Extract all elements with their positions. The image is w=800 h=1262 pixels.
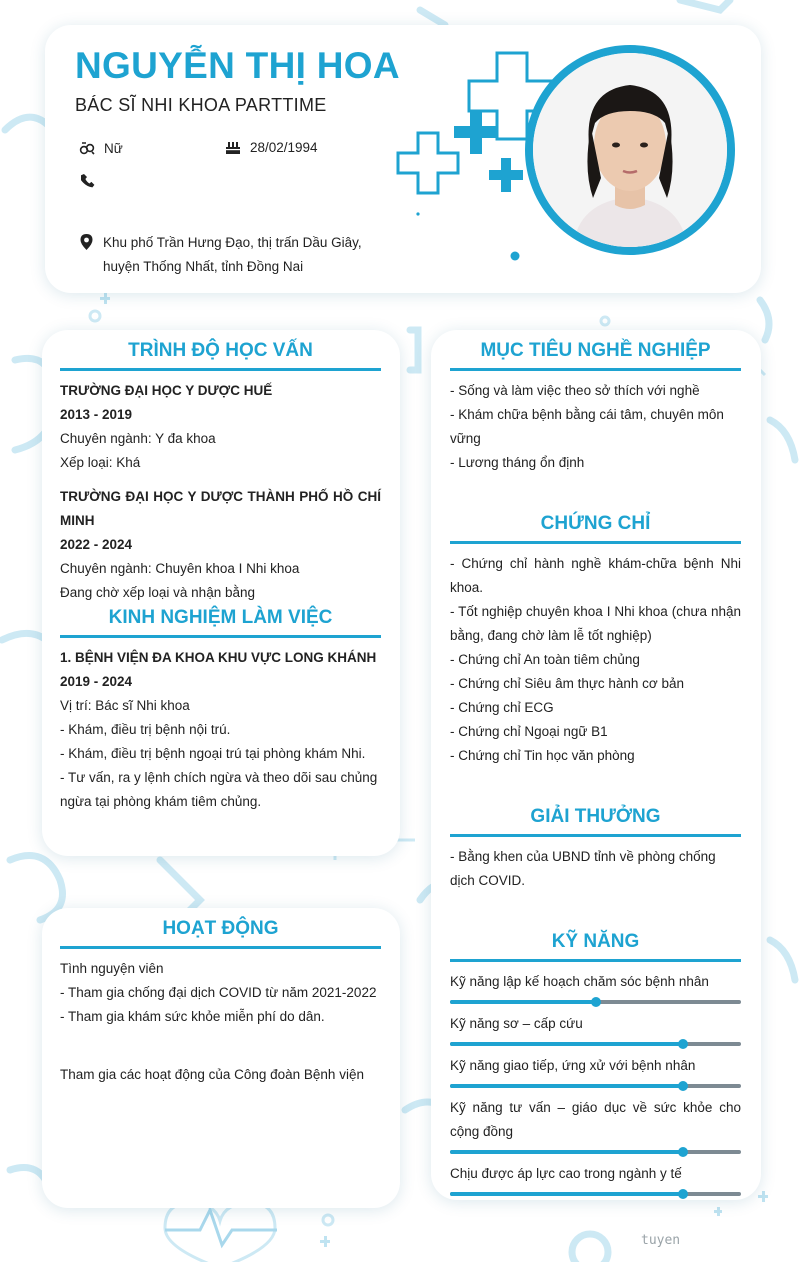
skill-item	[450, 1012, 741, 1046]
skill-bar	[450, 1084, 741, 1088]
skill-bar-fill	[450, 1000, 596, 1004]
header-card	[45, 25, 761, 293]
address-line-1: Khu phố Trần Hưng Đạo, thị trấn Dầu Giây,	[103, 235, 362, 250]
skill-bar-fill	[450, 1192, 683, 1196]
skills-heading: KỸ NĂNG	[450, 931, 741, 962]
address-info	[79, 231, 362, 279]
activities-list	[60, 957, 381, 1087]
skill-bar-handle	[678, 1189, 688, 1199]
objective-list	[450, 379, 741, 475]
objective-heading: MỤC TIÊU NGHỀ NGHIỆP	[450, 340, 741, 371]
activity-line: - Tham gia khám sức khỏe miễn phí do dân.	[60, 1009, 325, 1024]
skill-item	[450, 970, 741, 1004]
education-entry-1	[60, 379, 381, 475]
skill-label: Chịu được áp lực cao trong ngành y tế	[450, 1166, 682, 1181]
skill-label: Kỹ năng lập kế hoạch chăm sóc bệnh nhân	[450, 974, 709, 989]
profile-photo	[525, 45, 735, 255]
school-years: 2022 - 2024	[60, 537, 133, 552]
objective-line: - Khám chữa bệnh bằng cái tâm, chuyên môn vững	[450, 407, 724, 446]
certificate-line: - Chứng chỉ Ngoại ngữ B1	[450, 724, 608, 739]
gender-icon	[79, 142, 95, 156]
education-experience-card	[42, 330, 400, 856]
gender-info	[79, 141, 123, 156]
skill-bar-fill	[450, 1150, 683, 1154]
skill-bar-handle	[678, 1039, 688, 1049]
birthday-info	[225, 139, 318, 155]
certificate-line: - Tốt nghiệp chuyên khoa I Nhi khoa (chưa nhận bằng, đang chờ làm lễ tốt nghiệp)	[450, 604, 741, 643]
skill-label: Kỹ năng sơ – cấp cứu	[450, 1016, 583, 1031]
skills-list	[450, 970, 741, 1196]
phone-icon	[81, 173, 96, 188]
skill-item	[450, 1096, 741, 1154]
awards-heading: GIẢI THƯỞNG	[450, 806, 741, 837]
certificates-list	[450, 552, 741, 768]
work-task: - Tư vấn, ra y lệnh chích ngừa và theo dõi sau chủng ngừa tại phòng khám tiêm chủng.	[60, 770, 378, 809]
work-task: - Khám, điều trị bệnh ngoại trú tại phòng khám Nhi.	[60, 746, 366, 761]
address-text	[103, 231, 362, 279]
certificate-line: - Chứng chỉ Siêu âm thực hành cơ bản	[450, 676, 685, 691]
activity-line: Tham gia các hoạt động của Công đoàn Bệnh viện	[60, 1067, 364, 1082]
school-major: Chuyên ngành: Chuyên khoa I Nhi khoa	[60, 561, 300, 576]
company-name: 1. BỆNH VIỆN ĐA KHOA KHU VỰC LONG KHÁNH	[60, 650, 377, 665]
certificates-heading: CHỨNG CHỈ	[450, 513, 741, 544]
certificate-line: - Chứng chỉ ECG	[450, 700, 554, 715]
activity-line: Tình nguyện viên	[60, 961, 164, 976]
profile-portrait-image	[533, 53, 727, 247]
skill-bar-handle	[678, 1147, 688, 1157]
skill-label: Kỹ năng tư vấn – giáo dục về sức khỏe cho cộng đồng	[450, 1100, 741, 1139]
certificate-line: - Chứng chỉ hành nghề khám-chữa bệnh Nhi khoa.	[450, 556, 741, 595]
birthday-cake-icon	[225, 139, 241, 155]
awards-list	[450, 845, 741, 893]
skill-label: Kỹ năng giao tiếp, ứng xử với bệnh nhân	[450, 1058, 696, 1073]
birthday-value: 28/02/1994	[250, 139, 318, 155]
experience-entry	[60, 646, 381, 814]
activities-card	[42, 908, 400, 1208]
education-heading: TRÌNH ĐỘ HỌC VẤN	[60, 340, 381, 371]
watermark-text: tuyen	[641, 1233, 681, 1248]
skill-item	[450, 1054, 741, 1088]
skill-bar-handle	[591, 997, 601, 1007]
school-major: Chuyên ngành: Y đa khoa	[60, 431, 216, 446]
skill-item	[450, 1162, 741, 1196]
location-pin-icon	[79, 233, 94, 251]
candidate-name: NGUYỄN THỊ HOA	[75, 45, 400, 86]
education-entry-2	[60, 485, 381, 605]
work-task: - Khám, điều trị bệnh nội trú.	[60, 722, 231, 737]
certificate-line: - Chứng chỉ An toàn tiêm chủng	[450, 652, 640, 667]
skill-bar	[450, 1000, 741, 1004]
skill-bar-fill	[450, 1084, 683, 1088]
work-years: 2019 - 2024	[60, 674, 133, 689]
address-line-2: huyện Thống Nhất, tỉnh Đồng Nai	[103, 259, 304, 274]
objective-line: - Sống và làm việc theo sở thích với nghề	[450, 383, 700, 398]
activities-heading: HOẠT ĐỘNG	[60, 918, 381, 949]
school-grade: Xếp loại: Khá	[60, 455, 141, 470]
school-name: TRƯỜNG ĐẠI HỌC Y DƯỢC HUẾ	[60, 383, 273, 398]
school-years: 2013 - 2019	[60, 407, 133, 422]
gender-value: Nữ	[104, 141, 123, 156]
skill-bar	[450, 1192, 741, 1196]
experience-heading: KINH NGHIỆM LÀM VIỆC	[60, 607, 381, 638]
work-position: Vị trí: Bác sĩ Nhi khoa	[60, 698, 190, 713]
activity-line: - Tham gia chống đại dịch COVID từ năm 2021-2022	[60, 985, 377, 1000]
job-title: BÁC SĨ NHI KHOA PARTTIME	[75, 95, 327, 115]
school-name: TRƯỜNG ĐẠI HỌC Y DƯỢC THÀNH PHỐ HỒ CHÍ MINH	[60, 489, 381, 528]
skill-bar	[450, 1150, 741, 1154]
skill-bar	[450, 1042, 741, 1046]
objective-line: - Lương tháng ổn định	[450, 455, 585, 470]
award-line: - Bằng khen của UBND tỉnh về phòng chống dịch COVID.	[450, 849, 716, 888]
phone-info	[81, 173, 105, 188]
school-grade: Đang chờ xếp loại và nhận bằng	[60, 585, 255, 600]
skill-bar-handle	[678, 1081, 688, 1091]
certificate-line: - Chứng chỉ Tin học văn phòng	[450, 748, 635, 763]
objective-skills-card	[431, 330, 761, 1200]
skill-bar-fill	[450, 1042, 683, 1046]
